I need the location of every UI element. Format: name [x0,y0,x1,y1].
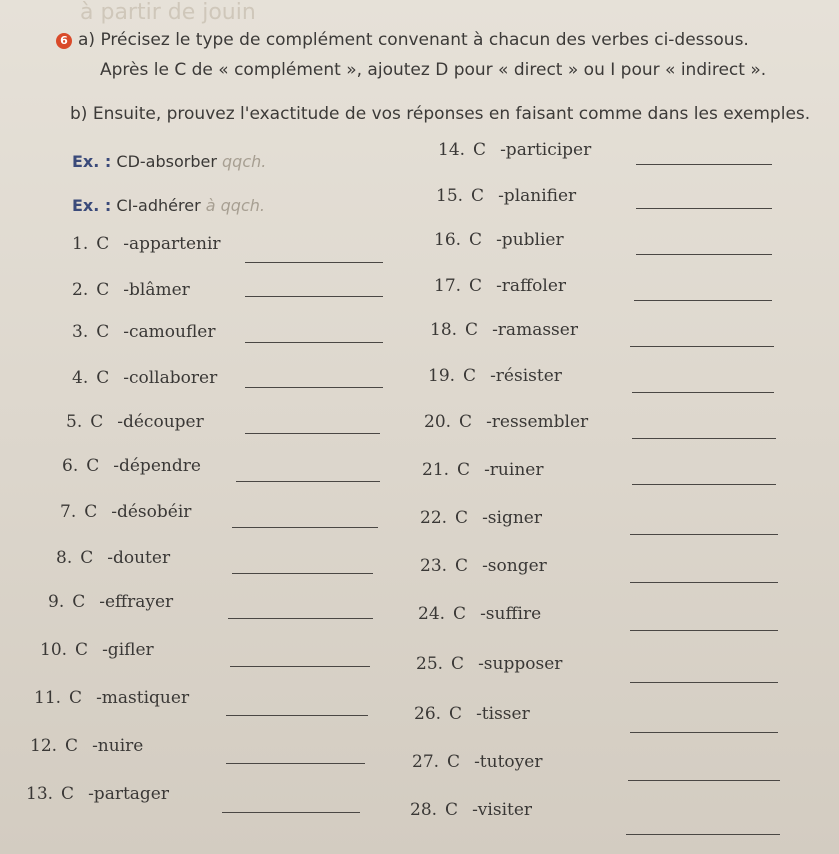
item-number: 18. [430,320,458,340]
example-1 [72,152,266,171]
example-handwritten: qqch. [222,152,267,171]
answer-blank-line[interactable] [226,763,365,764]
item-number: 19. [428,366,456,386]
item-number: 14. [438,140,466,160]
exercise-item [434,230,564,250]
exercise-number-badge: 6 [56,33,72,49]
answer-blank-line[interactable] [636,254,772,255]
example-label: Ex. : [72,152,112,171]
exercise-item [56,548,170,568]
item-number: 6. [62,456,79,476]
item-complement-letter: C [457,460,471,480]
exercise-item [34,688,189,708]
item-number: 4. [72,368,89,388]
exercise-item [60,502,191,522]
item-verb: -nuire [92,736,144,756]
item-verb: -tisser [476,704,530,724]
instruction-a-line1: a) Précisez le type de complément convenant à chacun des verbes ci-dessous. [78,30,749,50]
item-number: 1. [72,234,89,254]
item-verb: -effrayer [99,592,174,612]
item-complement-letter: C [463,366,477,386]
item-number: 25. [416,654,444,674]
item-verb: -blâmer [123,280,190,300]
item-number: 11. [34,688,62,708]
item-complement-letter: C [69,688,83,708]
answer-blank-line[interactable] [630,682,778,683]
answer-blank-line[interactable] [630,346,774,347]
item-complement-letter: C [75,640,89,660]
item-number: 21. [422,460,450,480]
answer-blank-line[interactable] [236,481,380,482]
item-verb: -gifler [102,640,154,660]
item-verb: -publier [496,230,564,250]
answer-blank-line[interactable] [626,834,780,835]
exercise-item [410,800,532,820]
answer-blank-line[interactable] [245,342,383,343]
exercise-item [416,654,562,674]
exercise-item [436,186,576,206]
item-complement-letter: C [455,508,469,528]
item-verb: -ramasser [492,320,578,340]
item-number: 16. [434,230,462,250]
exercise-item [72,322,215,342]
answer-blank-line[interactable] [636,208,772,209]
answer-blank-line[interactable] [232,573,373,574]
item-complement-letter: C [96,368,110,388]
answer-blank-line[interactable] [632,438,776,439]
item-complement-letter: C [96,280,110,300]
exercise-item [72,280,190,300]
item-number: 2. [72,280,89,300]
item-complement-letter: C [469,230,483,250]
exercise-item [30,736,143,756]
item-number: 5. [66,412,83,432]
item-number: 12. [30,736,58,756]
item-verb: -tutoyer [474,752,543,772]
answer-blank-line[interactable] [628,780,780,781]
example-text: CD-absorber [116,152,217,171]
faded-header-text: à partir de jouin [80,0,256,25]
exercise-item [420,508,542,528]
exercise-item [48,592,173,612]
exercise-item [412,752,542,772]
answer-blank-line[interactable] [636,164,772,165]
item-complement-letter: C [455,556,469,576]
answer-blank-line[interactable] [230,666,370,667]
item-verb: -visiter [472,800,533,820]
answer-blank-line[interactable] [630,630,778,631]
answer-blank-line[interactable] [630,534,778,535]
item-complement-letter: C [96,234,110,254]
item-complement-letter: C [453,604,467,624]
item-complement-letter: C [459,412,473,432]
answer-blank-line[interactable] [228,618,373,619]
answer-blank-line[interactable] [632,392,774,393]
item-number: 20. [424,412,452,432]
item-verb: -partager [88,784,169,804]
exercise-item [430,320,578,340]
item-verb: -découper [117,412,204,432]
example-label: Ex. : [72,196,112,215]
item-number: 28. [410,800,438,820]
exercise-item [438,140,591,160]
item-number: 9. [48,592,65,612]
item-complement-letter: C [449,704,463,724]
item-number: 26. [414,704,442,724]
item-verb: -appartenir [123,234,221,254]
item-verb: -songer [482,556,547,576]
item-complement-letter: C [473,140,487,160]
exercise-item [40,640,154,660]
item-number: 17. [434,276,462,296]
item-verb: -planifier [498,186,577,206]
answer-blank-line[interactable] [630,732,778,733]
item-number: 27. [412,752,440,772]
exercise-item [434,276,566,296]
item-verb: -collaborer [123,368,218,388]
example-2 [72,196,265,215]
example-handwritten: à qqch. [205,196,265,215]
answer-blank-line[interactable] [232,527,378,528]
answer-blank-line[interactable] [245,433,380,434]
item-verb: -désobéir [111,502,192,522]
item-number: 22. [420,508,448,528]
exercise-item [72,368,217,388]
item-number: 3. [72,322,89,342]
item-number: 24. [418,604,446,624]
item-verb: -signer [482,508,542,528]
item-verb: -dépendre [113,456,201,476]
item-verb: -douter [107,548,171,568]
item-verb: -participer [500,140,592,160]
answer-blank-line[interactable] [632,484,776,485]
item-complement-letter: C [90,412,104,432]
item-verb: -ruiner [484,460,544,480]
item-number: 7. [60,502,77,522]
item-number: 13. [26,784,54,804]
item-verb: -résister [490,366,562,386]
answer-blank-line[interactable] [245,387,383,388]
exercise-item [428,366,562,386]
item-number: 10. [40,640,68,660]
answer-blank-line[interactable] [245,262,383,263]
item-complement-letter: C [451,654,465,674]
item-verb: -ressembler [486,412,589,432]
item-complement-letter: C [84,502,98,522]
item-complement-letter: C [65,736,79,756]
exercise-item [72,234,221,254]
item-complement-letter: C [445,800,459,820]
item-complement-letter: C [61,784,75,804]
item-complement-letter: C [465,320,479,340]
exercise-item [422,460,543,480]
answer-blank-line[interactable] [222,812,360,813]
instruction-b-line: b) Ensuite, prouvez l'exactitude de vos réponses en faisant comme dans les exemples. [70,104,811,124]
item-number: 15. [436,186,464,206]
exercise-item [424,412,588,432]
item-complement-letter: C [471,186,485,206]
answer-blank-line[interactable] [245,296,383,297]
item-complement-letter: C [447,752,461,772]
item-complement-letter: C [72,592,86,612]
exercise-item [420,556,547,576]
item-verb: -mastiquer [96,688,190,708]
item-number: 23. [420,556,448,576]
item-complement-letter: C [86,456,100,476]
instruction-a-line2: Après le C de « complément », ajoutez D pour « direct » ou I pour « indirect ». [100,60,767,80]
answer-blank-line[interactable] [634,300,772,301]
exercise-item [66,412,204,432]
example-text: CI-adhérer [116,196,201,215]
item-verb: -raffoler [496,276,567,296]
exercise-item [62,456,201,476]
item-verb: -suffire [480,604,542,624]
exercise-item [26,784,169,804]
item-complement-letter: C [469,276,483,296]
item-complement-letter: C [80,548,94,568]
answer-blank-line[interactable] [630,582,778,583]
exercise-item [418,604,541,624]
exercise-item [414,704,530,724]
answer-blank-line[interactable] [226,715,368,716]
item-number: 8. [56,548,73,568]
item-verb: -camoufler [123,322,216,342]
item-complement-letter: C [96,322,110,342]
item-verb: -supposer [478,654,563,674]
